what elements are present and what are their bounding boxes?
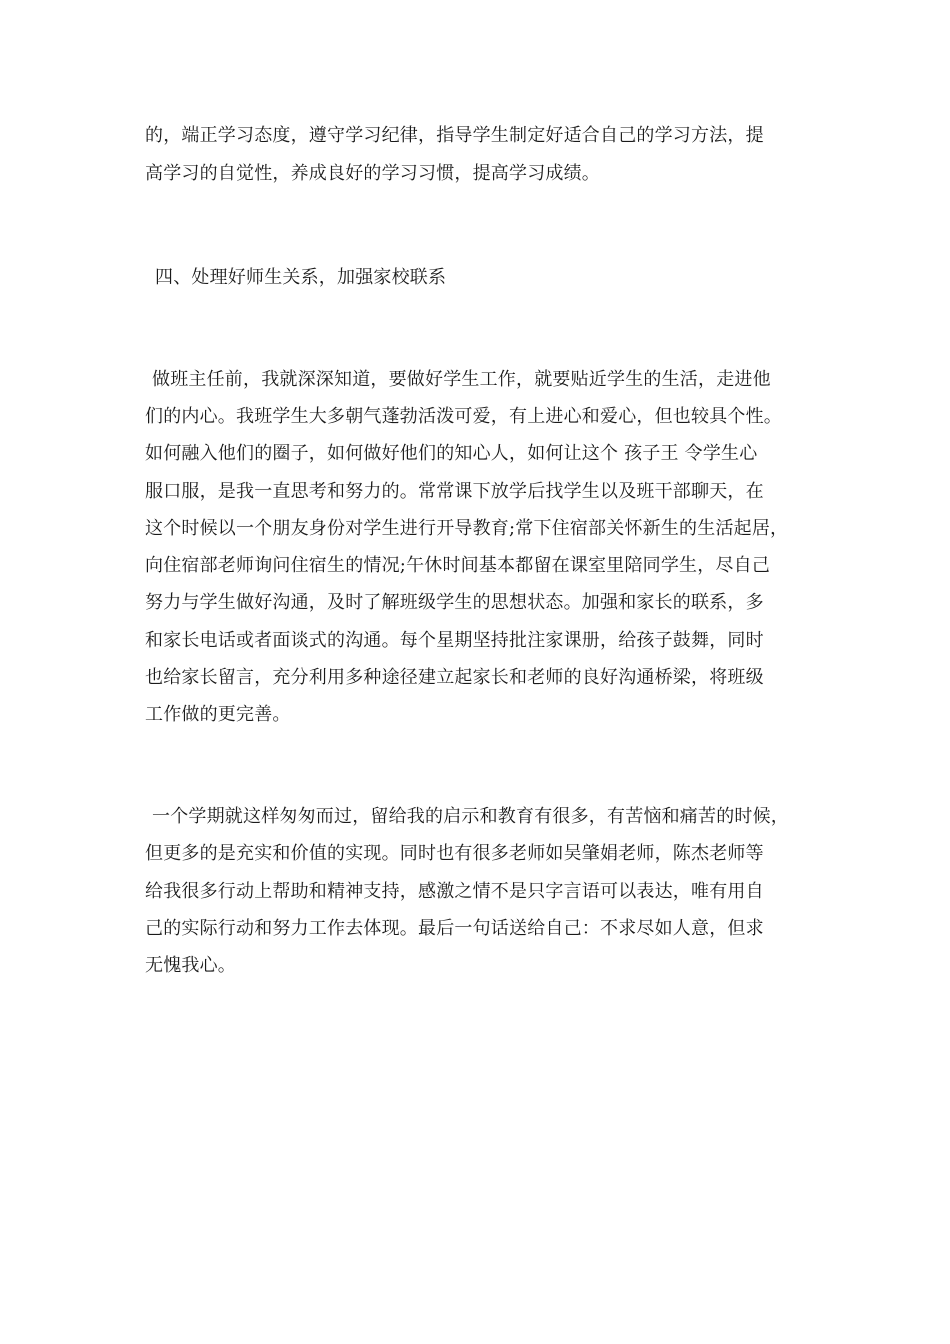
paragraph-3-line-3: 给我很多行动上帮助和精神支持，感激之情不是只字言语可以表达，唯有用自 [145,881,764,902]
paragraph-2-line-3: 如何融入他们的圈子，如何做好他们的知心人，如何让这个 孩子王 令学生心 [145,443,758,464]
paragraph-2-line-10: 工作做的更完善。 [145,704,291,725]
section-heading: 四、处理好师生关系，加强家校联系 [155,267,447,288]
paragraph-2-line-9: 也给家长留言，充分利用多种途径建立起家长和老师的良好沟通桥梁，将班级 [145,667,764,688]
paragraph-2-line-6: 向住宿部老师询问住宿生的情况;午休时间基本都留在课室里陪同学生，尽自己 [145,555,771,576]
paragraph-3-line-2: 但更多的是充实和价值的实现。同时也有很多老师如吴肇娟老师，陈杰老师等 [145,843,764,864]
paragraph-2-line-5: 这个时候以一个朋友身份对学生进行开导教育;常下住宿部关怀新生的生活起居， [145,518,789,539]
paragraph-3-line-4: 己的实际行动和努力工作去体现。最后一句话送给自己：不求尽如人意，但求 [145,918,764,939]
paragraph-3-line-5: 无愧我心。 [145,955,236,976]
paragraph-1-line-2: 高学习的自觉性，养成良好的学习习惯，提高学习成绩。 [145,163,600,184]
paragraph-3-line-1: 一个学期就这样匆匆而过，留给我的启示和教育有很多，有苦恼和痛苦的时候， [152,806,789,827]
paragraph-2-line-4: 服口服，是我一直思考和努力的。常常课下放学后找学生以及班干部聊天，在 [145,481,764,502]
paragraph-2-line-7: 努力与学生做好沟通，及时了解班级学生的思想状态。加强和家长的联系，多 [145,592,764,613]
paragraph-2-line-1: 做班主任前，我就深深知道，要做好学生工作，就要贴近学生的生活，走进他 [152,369,771,390]
paragraph-2-line-2: 们的内心。我班学生大多朝气蓬勃活泼可爱，有上进心和爱心，但也较具个性。 [145,406,782,427]
paragraph-1-line-1: 的，端正学习态度，遵守学习纪律，指导学生制定好适合自己的学习方法，提 [145,125,764,146]
paragraph-2-line-8: 和家长电话或者面谈式的沟通。每个星期坚持批注家课册，给孩子鼓舞，同时 [145,630,764,651]
